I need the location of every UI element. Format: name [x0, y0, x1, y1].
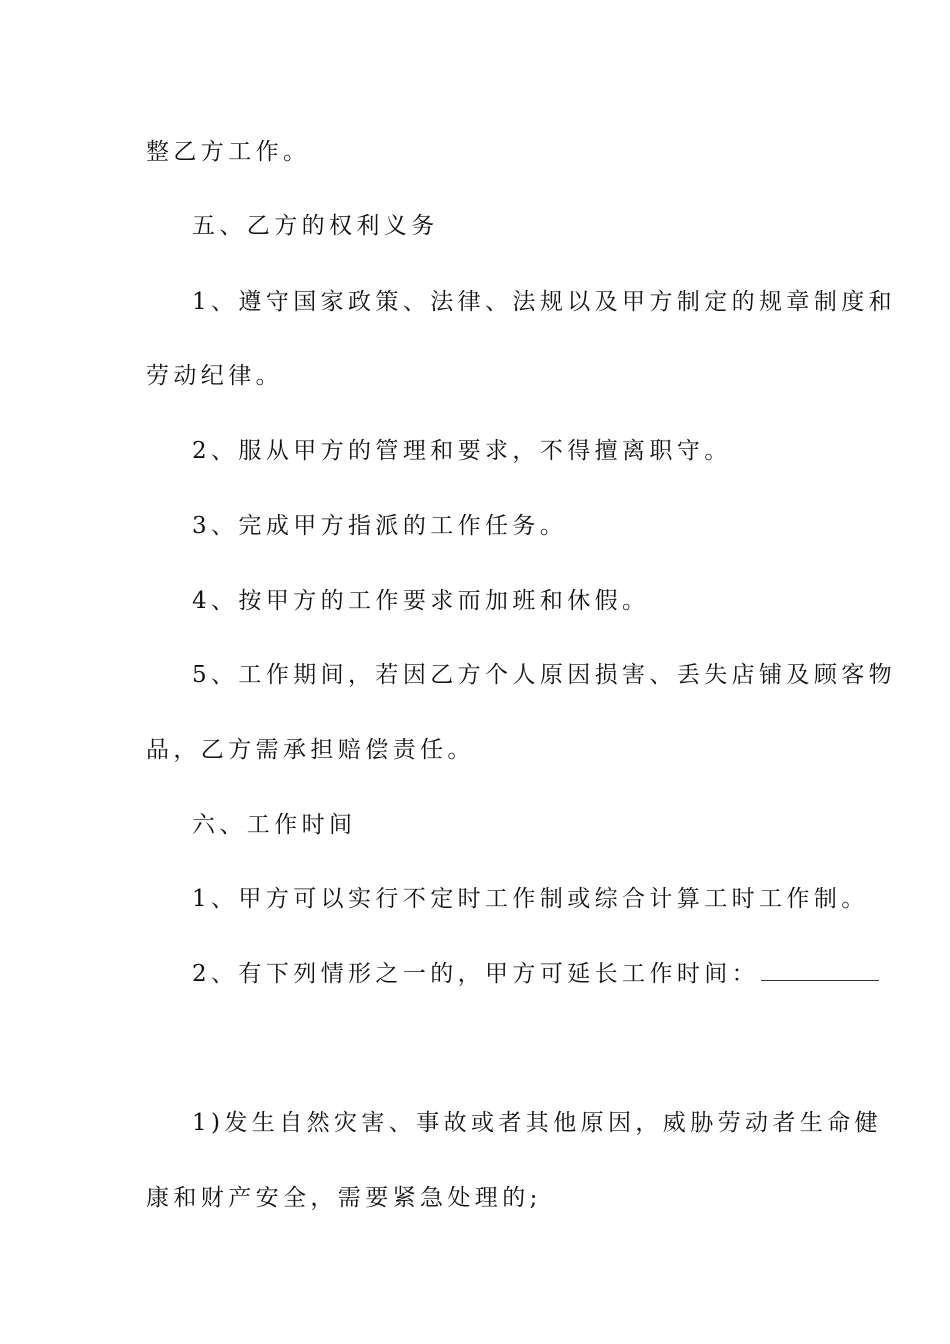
- section-heading-6: 六、工作时间: [192, 812, 357, 838]
- clause-5-1-line-2: 劳动纪律。: [146, 363, 283, 389]
- clause-5-5-line-1: 5、工作期间，若因乙方个人原因损害、丢失店铺及顾客物: [192, 662, 897, 688]
- clause-6-2-1-line-2: 康和财产安全，需要紧急处理的;: [146, 1185, 542, 1211]
- clause-5-4: 4、按甲方的工作要求而加班和休假。: [192, 588, 650, 614]
- paragraph-continuation: 整乙方工作。: [146, 139, 311, 165]
- fill-in-blank[interactable]: [761, 960, 879, 981]
- clause-5-2: 2、服从甲方的管理和要求，不得擅离职守。: [192, 438, 732, 464]
- clause-6-1: 1、甲方可以实行不定时工作制或综合计算工时工作制。: [192, 886, 869, 912]
- clause-5-3: 3、完成甲方指派的工作任务。: [192, 513, 568, 539]
- section-heading-5: 五、乙方的权利义务: [192, 213, 439, 239]
- clause-6-2-1-line-1: 1)发生自然灾害、事故或者其他原因，威胁劳动者生命健: [192, 1110, 883, 1136]
- clause-5-1-line-1: 1、遵守国家政策、法律、法规以及甲方制定的规章制度和: [192, 289, 897, 315]
- clause-5-5-line-2: 品，乙方需承担赔偿责任。: [146, 737, 475, 763]
- clause-6-2-text: 2、有下列情形之一的，甲方可延长工作时间：: [192, 961, 760, 987]
- clause-6-2: [192, 959, 879, 989]
